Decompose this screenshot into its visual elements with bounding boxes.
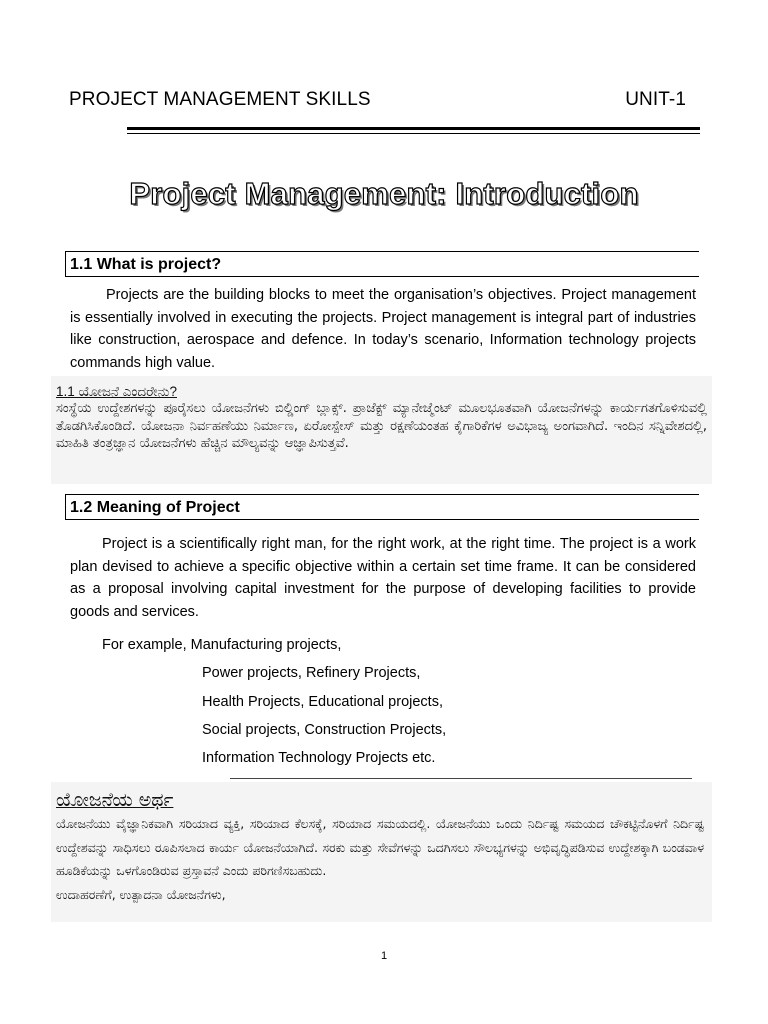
kannada-text-what-is-project: ಸಂಸ್ಥೆಯ ಉದ್ದೇಶಗಳನ್ನು ಪೂರೈಸಲು ಯೋಜನೆಗಳು ಬಿಲ್ಡಿಂಗ್ ಬ್ಲಾಕ್ಸ್. ಪ್ರಾಜೆಕ್ಟ್ ಮ್ಯಾನೇಜ್ಮೆಂಟ್ ಮೂಲಭೂತವಾಗಿ ಯೋಜನೆಗಳನ್ನು ಕಾರ್ಯಗತಗೊಳಿಸುವಲ್ಲಿ ತೊಡಗಿಸಿಕೊಂಡಿದೆ. ಯೋಜನಾ ನಿರ್ವಹಣೆಯು ನಿರ್ಮಾಣ, ಏರೋಸ್ಪೇಸ್ ಮತ್ತು ರಕ್ಷಣೆಯಂತಹ ಕೈಗಾರಿಕೆಗಳ ಅವಿಭಾಜ್ಯ ಅಂಗವಾಗಿದೆ. ಇಂದಿನ ಸನ್ನಿವೇಶದಲ್ಲಿ, ಮಾಹಿತಿ ತಂತ್ರಜ್ಞಾನ ಯೋಜನೆಗಳು ಹೆಚ್ಚಿನ ಮೌಲ್ಯವನ್ನು ಆಜ್ಞಾಪಿಸುತ್ತವೆ.: [56, 401, 707, 451]
kannada-heading-what-is-project: 1.1 ಯೋಜನೆ ಎಂದರೇನು?: [56, 384, 177, 399]
examples-list: [102, 631, 446, 772]
kannada-block-what-is-project: [51, 376, 712, 484]
example-line: Social projects, Construction Projects,: [202, 721, 447, 738]
kannada-text-meaning-of-project: ಯೋಜನೆಯು ವೈಜ್ಞಾನಿಕವಾಗಿ ಸರಿಯಾದ ವ್ಯಕ್ತಿ, ಸರಿಯಾದ ಕೆಲಸಕ್ಕೆ, ಸರಿಯಾದ ಸಮಯದಲ್ಲಿ. ಯೋಜನೆಯು ಒಂದು ನಿರ್ದಿಷ್ಟ ಸಮಯದ ಚೌಕಟ್ಟಿನೊಳಗೆ ನಿರ್ದಿಷ್ಟ ಉದ್ದೇಶವನ್ನು ಸಾಧಿಸಲು ರೂಪಿಸಲಾದ ಕಾರ್ಯ ಯೋಜನೆಯಾಗಿದೆ. ಸರಕು ಮತ್ತು ಸೇವೆಗಳನ್ನು ಒದಗಿಸಲು ಸೌಲಭ್ಯಗಳನ್ನು ಅಭಿವೃದ್ಧಿಪಡಿಸುವ ಉದ್ದೇಶಕ್ಕಾಗಿ ಬಂಡವಾಳ ಹೂಡಿಕೆಯನ್ನು ಒಳಗೊಂಡಿರುವ ಪ್ರಸ್ತಾವನೆ ಎಂದು ಪರಿಗಣಿಸಬಹುದು.: [56, 816, 704, 878]
header-rule-thin: [127, 133, 700, 134]
separator-line: [230, 778, 692, 779]
page-header: [69, 83, 686, 111]
paragraph-what-is-project: Projects are the building blocks to meet the organisation’s objectives. Project management is essentially involved in executing the projects. Project management is integral part of industries like construction, aerospace and defence. In today’s scenario, Information technology projects commands high value.: [70, 287, 696, 371]
example-line: Health Projects, Educational projects,: [202, 693, 443, 710]
page-number: 1: [380, 950, 388, 962]
header-rule-thick: [127, 127, 700, 130]
example-line: Power projects, Refinery Projects,: [202, 665, 421, 682]
paragraph-meaning-of-project: Project is a scientifically right man, for the right work, at the right time. The project is a work plan devised to achieve a specific objective within a certain set time frame. It can be considered as a proposal involving capital investment for the purpose of developing facilities to provide goods and services.: [70, 536, 696, 620]
kannada-block-meaning-of-project: [51, 782, 712, 922]
example-line: Information Technology Projects etc.: [202, 750, 436, 767]
section-heading-what-is-project: 1.1 What is project?: [65, 251, 699, 277]
main-title: Project Management: Introduction: [129, 176, 639, 211]
example-line: For example, Manufacturing projects,: [102, 637, 342, 653]
kannada-heading-meaning-of-project: ಯೋಜನೆಯ ಅರ್ಥ: [56, 789, 174, 811]
header-title: PROJECT MANAGEMENT SKILLS: [69, 89, 371, 110]
kannada-example-line: ಉದಾಹರಣೆಗೆ, ಉತ್ಪಾದನಾ ಯೋಜನೆಗಳು,: [56, 886, 226, 902]
section-heading-meaning-of-project: 1.2 Meaning of Project: [65, 494, 699, 520]
header-unit: UNIT-1: [625, 89, 686, 110]
